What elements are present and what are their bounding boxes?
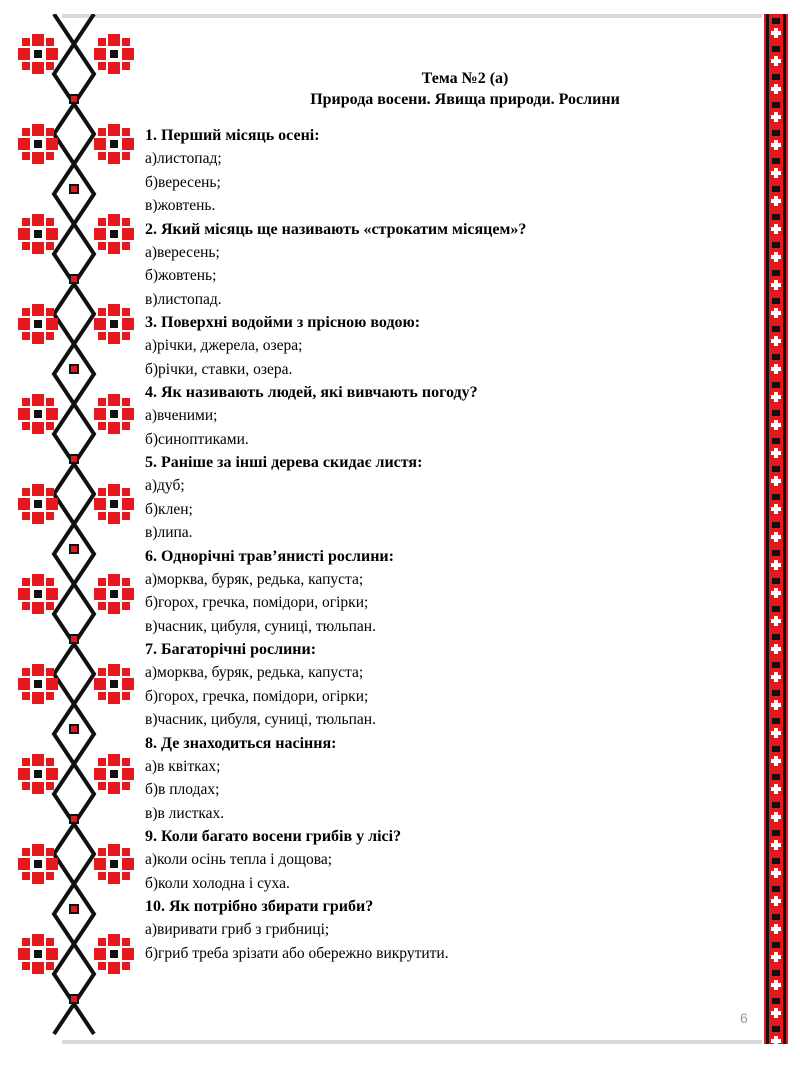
answer-option: а)морква, буряк, редька, капуста;	[145, 570, 364, 588]
topic-title: Тема №2 (а)	[421, 70, 509, 87]
answer-option: б)клен;	[145, 500, 193, 518]
bottom-border-line	[62, 1040, 762, 1044]
answer-option: в)липа.	[145, 524, 193, 541]
answer-option: в)часник, цибуля, суниці, тюльпан.	[145, 617, 376, 635]
answer-option: а)дуб;	[145, 477, 185, 494]
answer-option: а)морква, буряк, редька, капуста;	[145, 664, 364, 681]
question-2: 2. Який місяць ще називають «строкатим місяцем»?	[145, 220, 527, 238]
question-7: 7. Багаторічні рослини:	[145, 641, 317, 658]
answer-option: б)жовтень;	[145, 267, 217, 284]
question-3: 3. Поверхні водойми з прісною водою:	[145, 314, 421, 331]
question-1: 1. Перший місяць осені:	[145, 127, 320, 144]
answer-option: б)в плодах;	[145, 781, 220, 798]
answer-option: б)коли холодна і суха.	[145, 874, 290, 892]
answer-option: а)в квітках;	[145, 757, 221, 775]
answer-option: в)в листках.	[145, 804, 225, 822]
question-10: 10. Як потрібно збирати гриби?	[145, 898, 374, 915]
answer-option: б)горох, гречка, помідори, огірки;	[145, 594, 369, 611]
page-number: 6	[740, 1010, 748, 1026]
question-list	[145, 124, 745, 965]
topic-subtitle: Природа восени. Явища природи. Рослини	[310, 91, 620, 108]
answer-option: б)вересень;	[145, 173, 221, 191]
answer-option: а)коли осінь тепла і дощова;	[145, 851, 333, 868]
answer-option: в)листопад.	[145, 290, 222, 308]
answer-option: б)синоптиками.	[145, 430, 249, 448]
right-embroidery-band	[764, 14, 788, 1044]
title-block	[185, 68, 745, 110]
answer-option: а)річки, джерела, озера;	[145, 337, 303, 354]
question-8: 8. Де знаходиться насіння:	[145, 734, 337, 752]
answer-option: а)вересень;	[145, 243, 220, 261]
top-border-line	[62, 14, 762, 18]
test-content	[145, 68, 745, 965]
question-9: 9. Коли багато восени грибів у лісі?	[145, 828, 402, 845]
answer-option: а)листопад;	[145, 150, 222, 167]
answer-option: а)вченими;	[145, 407, 218, 424]
question-4: 4. Як називають людей, які вивчають погоду?	[145, 384, 478, 401]
question-6: 6. Однорічні трав’янисті рослини:	[145, 547, 394, 565]
answer-option: в)часник, цибуля, суниці, тюльпан.	[145, 711, 376, 728]
answer-option: б)горох, гречка, помідори, огірки;	[145, 687, 369, 705]
answer-option: б)гриб треба зрізати або обережно викрутити.	[145, 944, 449, 962]
answer-option: а)виривати гриб з грибниці;	[145, 921, 330, 938]
answer-option: б)річки, ставки, озера.	[145, 360, 293, 378]
answer-option: в)жовтень.	[145, 197, 216, 214]
left-embroidery-ornament	[14, 14, 142, 1044]
question-5: 5. Раніше за інші дерева скидає листя:	[145, 454, 423, 471]
